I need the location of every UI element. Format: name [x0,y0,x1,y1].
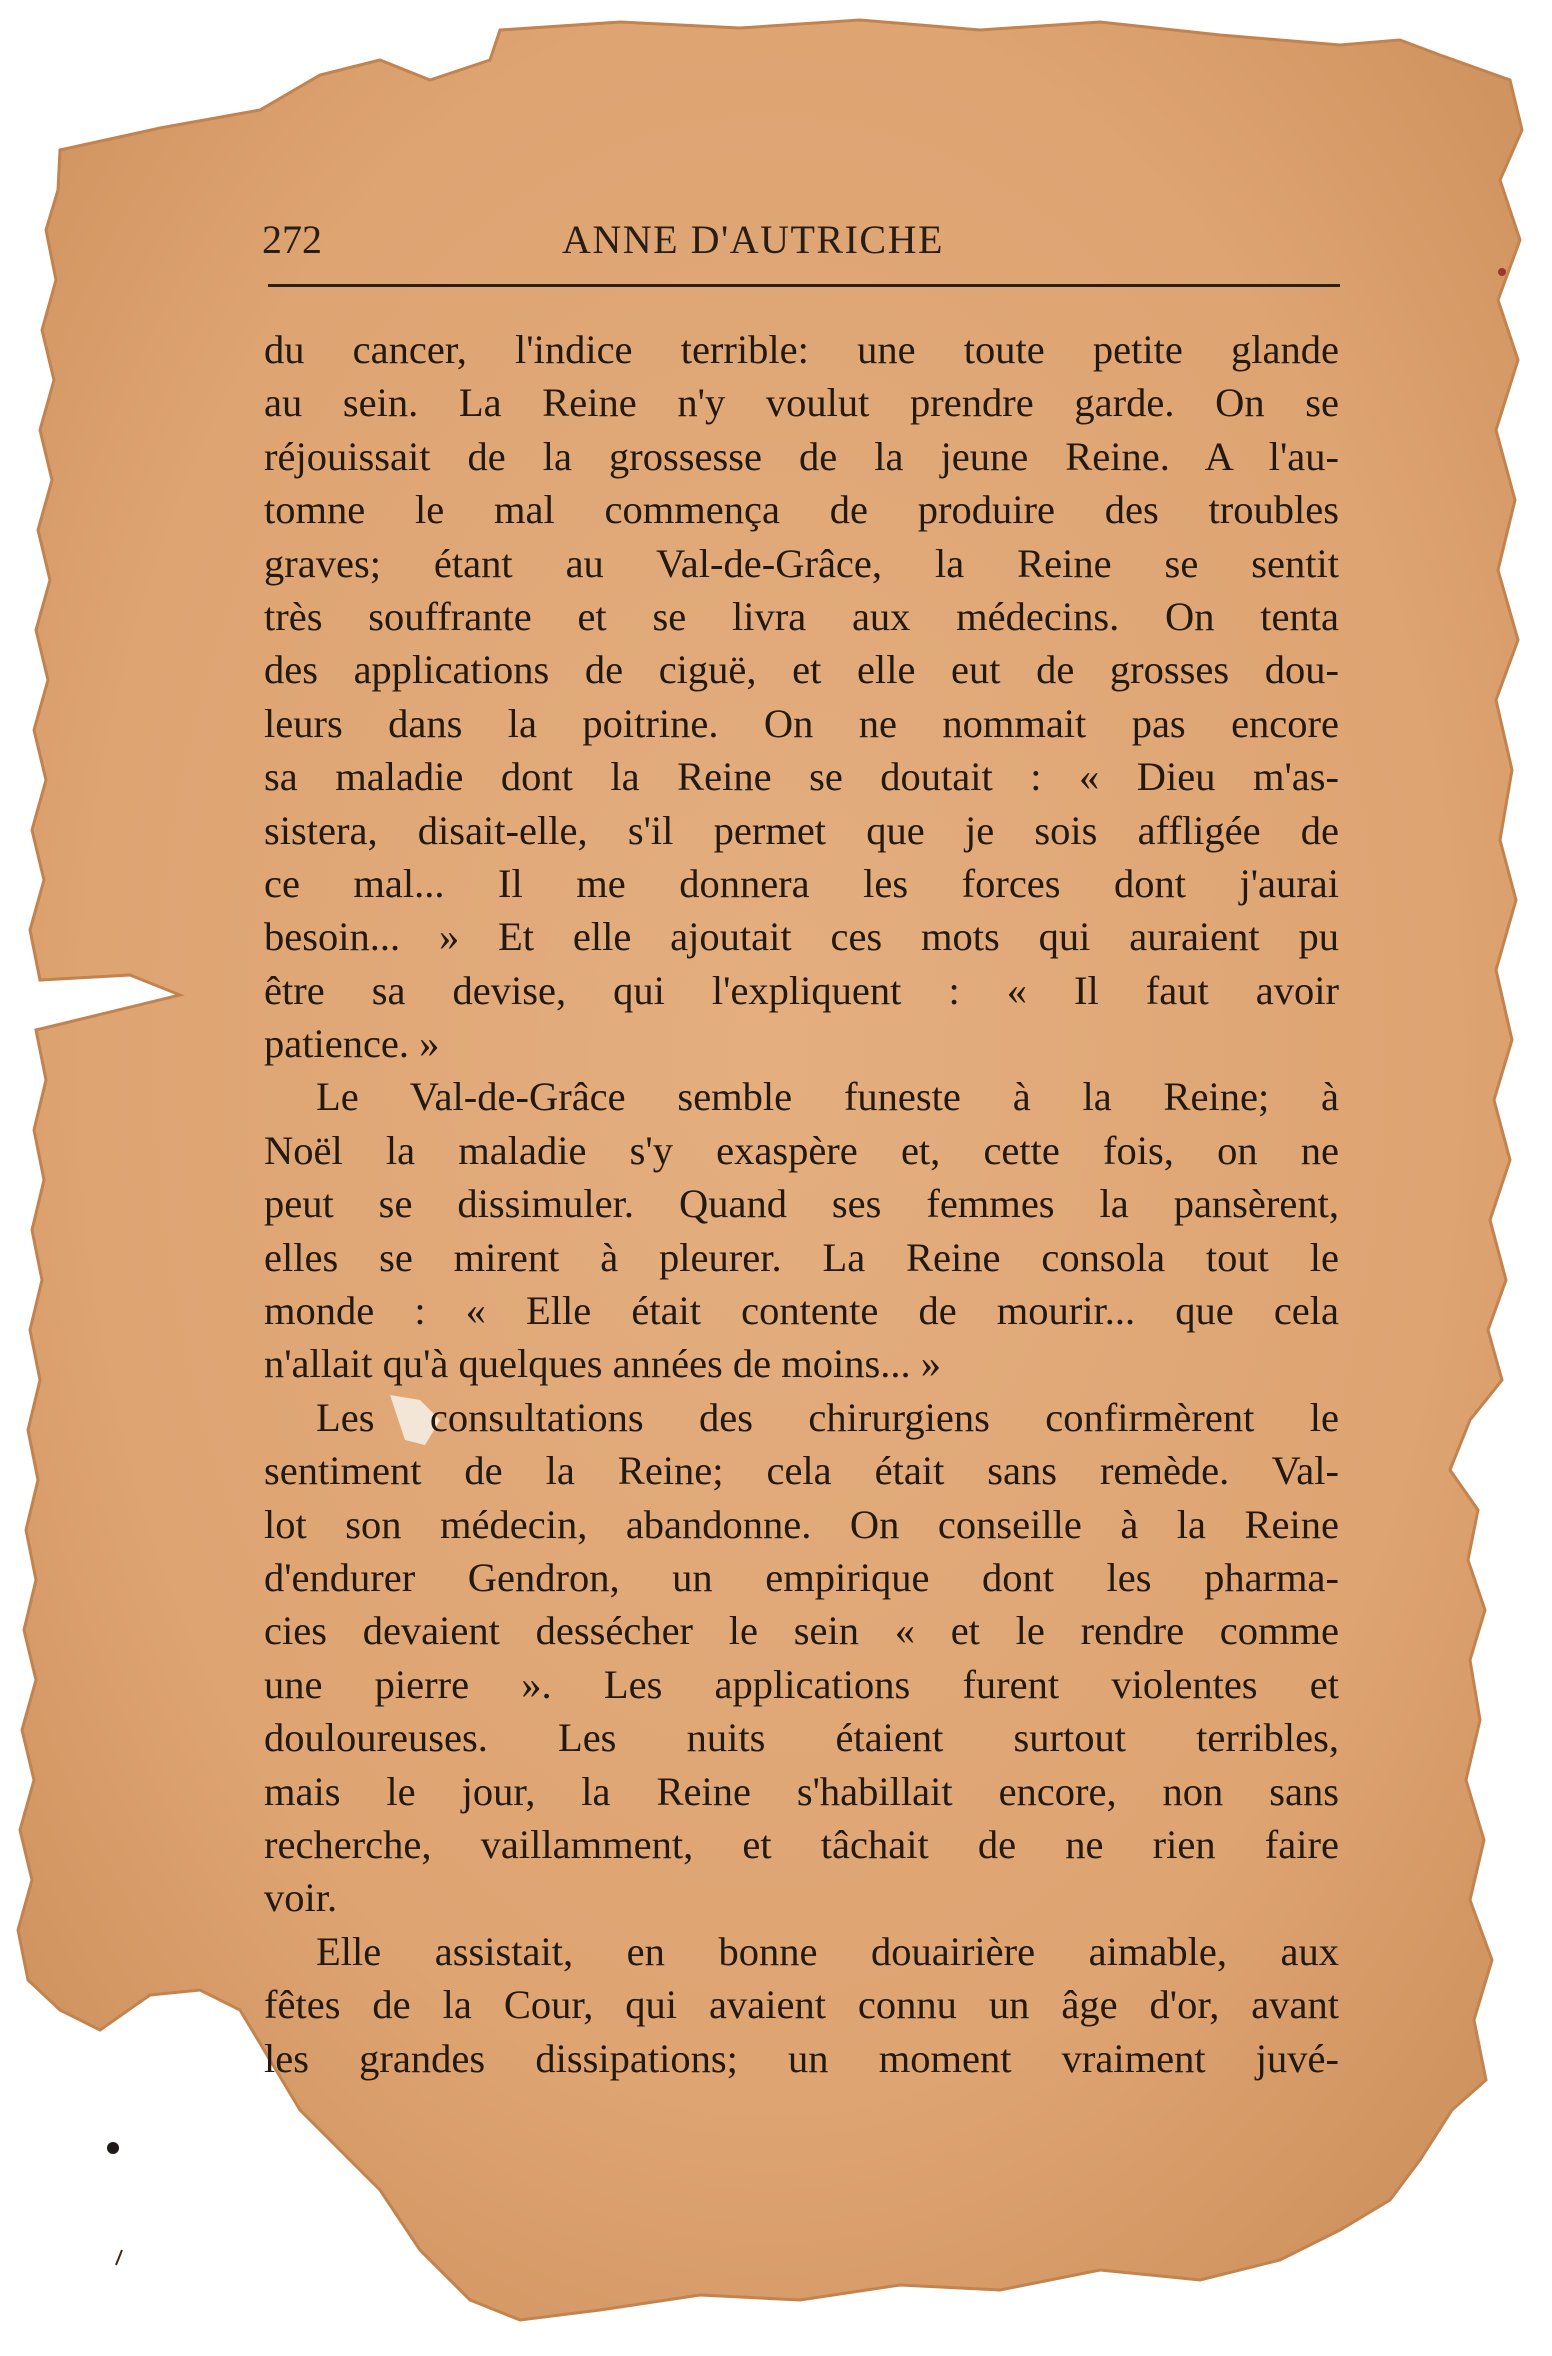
running-title: ANNE D'AUTRICHE [562,217,944,262]
text-line: fêtes de la Cour, qui avaient connu un âge d'or, avant [264,1982,1339,2028]
text-line: lot son médecin, abandonne. On conseille à la Reine [264,1501,1339,1547]
text-line: des applications de ciguë, et elle eut de grosses dou- [264,647,1339,693]
text-line: voir. [264,1875,338,1921]
margin-speck [1498,268,1506,276]
text-line: patience. » [264,1021,440,1067]
text-line: ce mal... Il me donnera les forces dont j'aurai [264,860,1339,906]
text-line: leurs dans la poitrine. On ne nommait pas encore [264,700,1339,746]
page-number: 272 [262,217,322,262]
page-header [262,215,1342,275]
text-line: Noël la maladie s'y exaspère et, cette fois, on ne [264,1127,1339,1173]
text-line: mais le jour, la Reine s'habillait encore, non sans [264,1768,1339,1814]
text-line: Les consultations des chirurgiens confirmèrent le [316,1394,1339,1440]
text-line: du cancer, l'indice terrible: une toute petite glande [264,327,1339,372]
text-line: très souffrante et se livra aux médecins. On tenta [264,593,1339,639]
text-line: recherche, vaillamment, et tâchait de ne rien faire [264,1821,1339,1867]
text-line: elles se mirent à pleurer. La Reine consola tout le [264,1234,1339,1280]
text-line: douloureuses. Les nuits étaient surtout terribles, [264,1715,1339,1761]
margin-speck [107,2142,119,2154]
text-line: cies devaient dessécher le sein « et le rendre comme [264,1608,1339,1654]
text-line: une pierre ». Les applications furent violentes et [264,1661,1339,1707]
text-line: les grandes dissipations; un moment vraiment juvé- [264,2035,1339,2081]
text-line: tomne le mal commença de produire des troubles [264,487,1339,533]
text-line: sistera, disait-elle, s'il permet que je sois affligée de [264,807,1339,853]
text-line: sentiment de la Reine; cela était sans remède. Val- [264,1448,1339,1494]
text-line: peut se dissimuler. Quand ses femmes la pansèrent, [264,1181,1339,1227]
text-line: sa maladie dont la Reine se doutait : « Dieu m'as- [264,754,1339,800]
text-line: besoin... » Et elle ajoutait ces mots qui auraient pu [264,914,1339,960]
text-line: Elle assistait, en bonne douairière aimable, aux [316,1928,1339,1974]
text-line: n'allait qu'à quelques années de moins... » [264,1341,942,1387]
text-line: Le Val-de-Grâce semble funeste à la Reine; à [316,1074,1339,1120]
body-text [264,323,1339,2085]
margin-scratch [116,2250,122,2265]
header-rule [268,284,1340,287]
text-line: être sa devise, qui l'expliquent : « Il faut avoir [264,967,1339,1013]
text-line: graves; étant au Val-de-Grâce, la Reine se sentit [264,540,1339,586]
text-line: réjouissait de la grossesse de la jeune Reine. A l'au- [264,433,1339,479]
text-line: d'endurer Gendron, un empirique dont les pharma- [264,1554,1339,1600]
text-line: monde : « Elle était contente de mourir... que cela [264,1288,1339,1334]
text-line: au sein. La Reine n'y voulut prendre garde. On se [264,380,1339,426]
